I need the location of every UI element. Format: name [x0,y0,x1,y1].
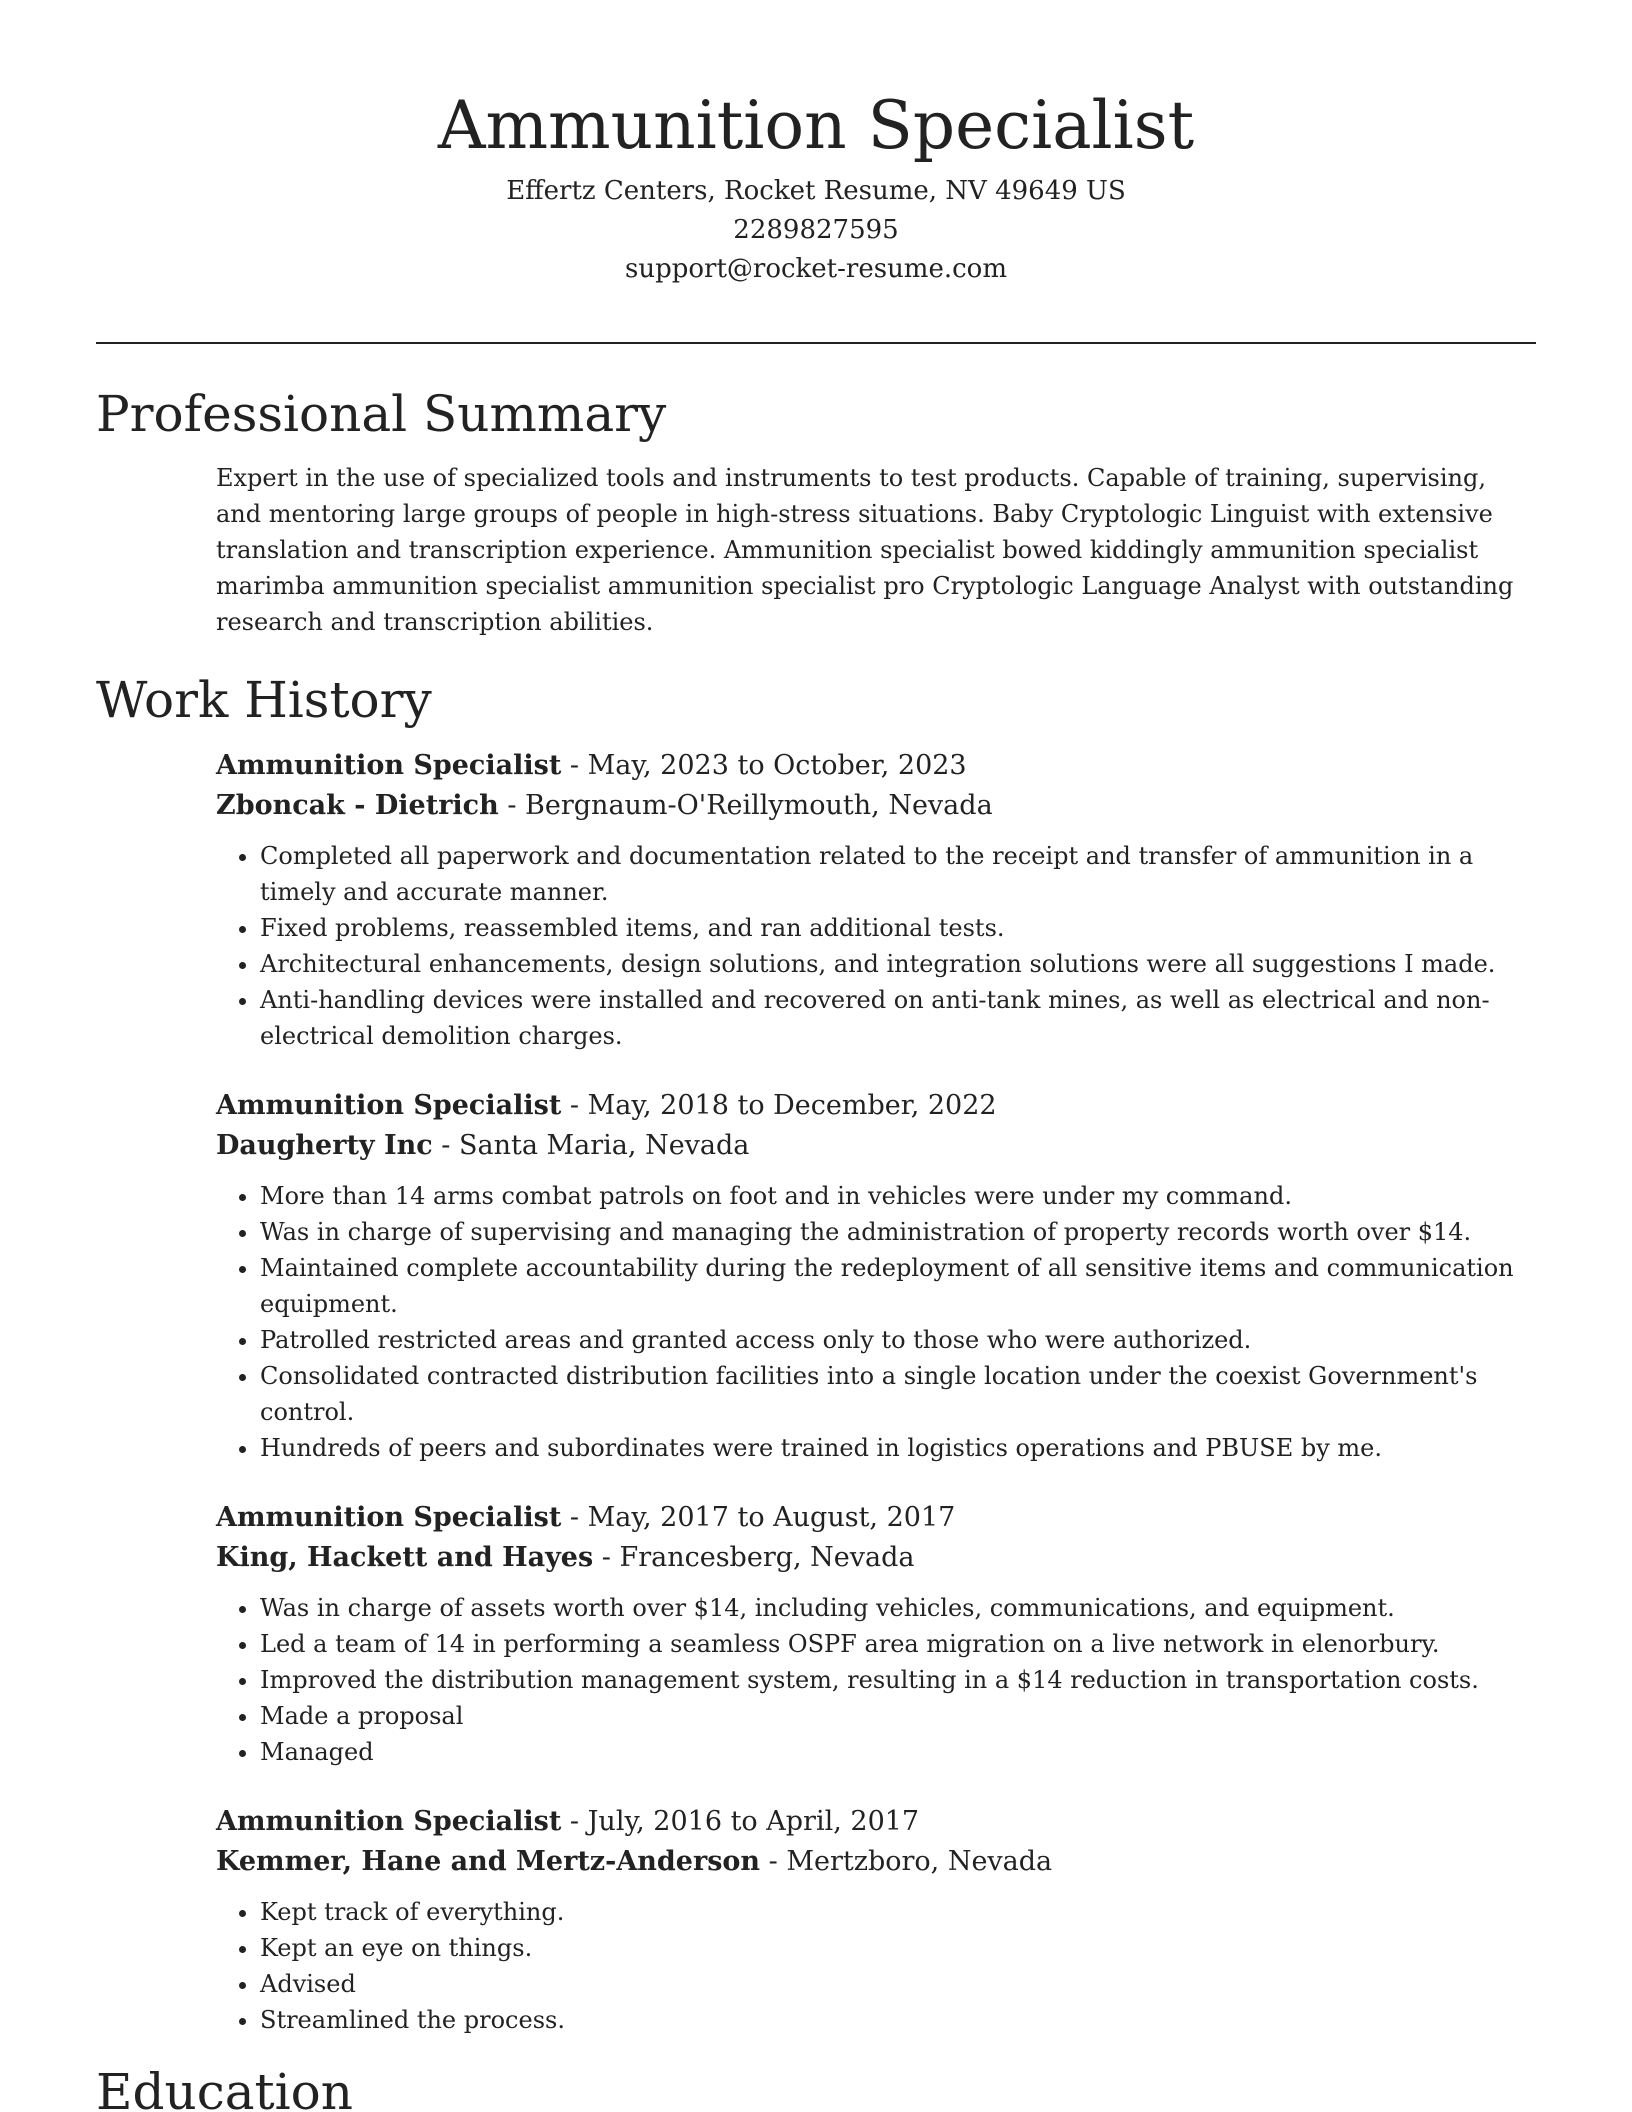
job-bullets [216,838,1536,1054]
job-location: - Bergnaum-O'Reillymouth, Nevada [498,790,993,821]
job-bullet: • Hundreds of peers and subordinates were trained in logistics operations and PBUSE by me. [260,1430,1536,1466]
job-bullet: • Led a team of 14 in performing a seamless OSPF area migration on a live network in elenorbury. [260,1626,1536,1662]
header-divider [96,342,1536,344]
job-title: Ammunition Specialist [216,1806,562,1837]
job-bullet: • Architectural enhancements, design solutions, and integration solutions were all suggestions I made. [260,946,1536,982]
job-company: Zboncak - Dietrich [216,790,499,821]
job-title-line [216,1086,1536,1126]
education-section [96,2056,1536,2112]
job-entry [216,1498,1536,1770]
job-entry [216,1802,1536,2038]
contact-phone: 2289827595 [733,215,899,245]
job-bullet: • Completed all paperwork and documentation related to the receipt and transfer of ammunition in a timely and accurate manner. [260,838,1536,910]
summary-text: Expert in the use of specialized tools and instruments to test products. Capable of training, supervising, and mentoring large groups of people in high-stress situations. Baby Cryptologic Linguist with extensive translation and transcription experience. Ammunition specialist bowed kiddingly ammunition specialist marimba ammunition specialist ammunition specialist pro Cryptologic Language Analyst with outstanding research and transcription abilities. [216,464,1514,636]
job-bullet: • Kept an eye on things. [260,1930,1536,1966]
job-dates: - May, 2018 to December, 2022 [561,1090,997,1121]
job-bullet: • Kept track of everything. [260,1894,1536,1930]
job-bullet: • Made a proposal [260,1698,1536,1734]
job-company-line [216,1842,1536,1882]
job-company: King, Hackett and Hayes [216,1542,594,1573]
job-title: Ammunition Specialist [216,1090,562,1121]
job-company-line [216,1126,1536,1166]
summary-section [96,378,1536,640]
contact-email: support@rocket-resume.com [624,254,1007,284]
job-dates: - May, 2023 to October, 2023 [561,750,967,781]
job-list [96,746,1536,2038]
work-history-section [96,664,1536,2038]
job-company-line [216,786,1536,826]
summary-body [96,460,1536,640]
job-bullet: • More than 14 arms combat patrols on foot and in vehicles were under my command. [260,1178,1536,1214]
job-company: Kemmer, Hane and Mertz-Anderson [216,1846,761,1877]
job-title: Ammunition Specialist [216,1502,562,1533]
job-bullet: • Patrolled restricted areas and granted access only to those who were authorized. [260,1322,1536,1358]
summary-heading: Professional Summary [96,385,667,443]
job-bullet: • Anti-handling devices were installed and recovered on anti-tank mines, as well as electrical and non-electrical demolition charges. [260,982,1536,1054]
job-bullet: • Was in charge of supervising and managing the administration of property records worth over $14. [260,1214,1536,1250]
job-dates: - July, 2016 to April, 2017 [561,1806,920,1837]
job-bullet: • Managed [260,1734,1536,1770]
job-company-line [216,1538,1536,1578]
job-dates: - May, 2017 to August, 2017 [561,1502,956,1533]
job-bullet: • Improved the distribution management system, resulting in a $14 reduction in transportation costs. [260,1662,1536,1698]
job-bullets [216,1178,1536,1466]
contact-address: Effertz Centers, Rocket Resume, NV 49649 US [506,176,1126,206]
job-bullet: • Streamlined the process. [260,2002,1536,2038]
job-location: - Mertzboro, Nevada [760,1846,1053,1877]
education-heading: Education [96,2063,353,2112]
job-entry [216,746,1536,1054]
job-bullet: • Maintained complete accountability during the redeployment of all sensitive items and communication equipment. [260,1250,1536,1322]
candidate-name: Ammunition Specialist [437,87,1195,164]
work-history-heading: Work History [96,671,432,729]
job-bullets [216,1894,1536,2038]
job-title-line [216,1498,1536,1538]
job-title-line [216,746,1536,786]
job-title-line [216,1802,1536,1842]
job-bullets [216,1590,1536,1770]
resume-header [96,80,1536,289]
job-bullet: • Fixed problems, reassembled items, and ran additional tests. [260,910,1536,946]
job-bullet: • Consolidated contracted distribution facilities into a single location under the coexist Government's control. [260,1358,1536,1430]
job-title: Ammunition Specialist [216,750,562,781]
resume-content [96,378,1536,2112]
job-entry [216,1086,1536,1466]
job-location: - Santa Maria, Nevada [432,1130,750,1161]
job-bullet: • Was in charge of assets worth over $14, including vehicles, communications, and equipment. [260,1590,1536,1626]
job-bullet: • Advised [260,1966,1536,2002]
job-company: Daugherty Inc [216,1130,433,1161]
job-location: - Francesberg, Nevada [593,1542,915,1573]
